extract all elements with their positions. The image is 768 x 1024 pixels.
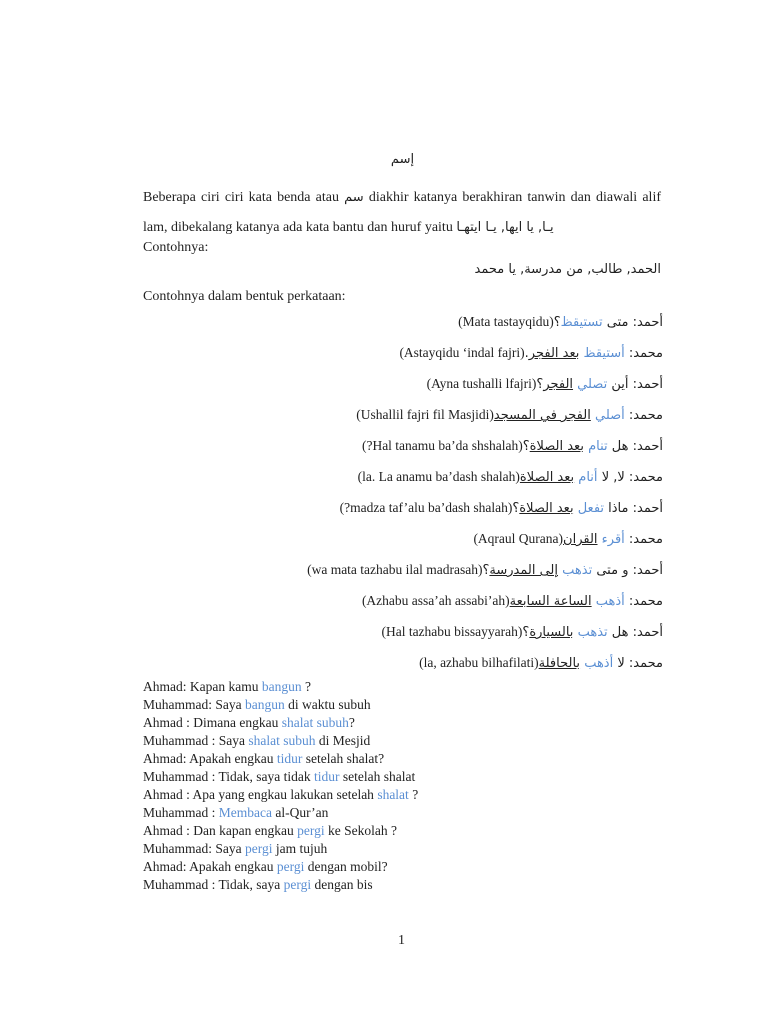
contohnya-label: Contohnya: xyxy=(143,240,209,255)
highlighted-verb: تنام xyxy=(588,439,608,454)
highlighted-verb: أصلي xyxy=(594,408,625,423)
line-prefix: Muhammad : xyxy=(143,805,219,820)
line-suffix: di Mesjid xyxy=(315,733,371,748)
arabic-sentence: أحمد: هل تذهب بالسيارة؟ xyxy=(522,625,663,640)
transliteration: (?Hal tanamu ba’da shshalah) xyxy=(361,438,523,453)
arabic-dialog-list xyxy=(143,311,663,683)
line-prefix: Ahmad : Apa yang engkau lakukan setelah xyxy=(143,787,378,802)
arabic-words-underlined: الفجر في المسجد xyxy=(493,408,591,423)
transliteration: (Azhabu assa’ah assabi’ah) xyxy=(361,593,510,608)
punctuation-mark: ؟ xyxy=(553,315,561,330)
line-suffix: ke Sekolah ? xyxy=(324,823,397,838)
line-suffix: ? xyxy=(301,679,311,694)
intro-arabic-tail: يـا, يا ايها, يـا ايتهـا xyxy=(456,220,554,235)
indonesian-dialog-line xyxy=(143,858,418,876)
dialog-intro-label: Contohnya dalam bentuk perkataan: xyxy=(143,289,346,304)
indonesian-dialog-line xyxy=(143,786,418,804)
arabic-words: ماذا xyxy=(608,501,629,516)
indonesian-dialog-line xyxy=(143,714,418,732)
speaker-name: محمد xyxy=(633,532,663,547)
highlighted-word: shalat subuh xyxy=(248,733,316,748)
line-prefix: Ahmad: Kapan kamu xyxy=(143,679,262,694)
arabic-words: أين xyxy=(611,377,629,392)
indonesian-dialog-line xyxy=(143,822,418,840)
line-suffix: ? xyxy=(348,715,355,730)
arabic-dialog-line xyxy=(143,559,663,590)
arabic-dialog-line xyxy=(143,342,663,373)
line-prefix: Muhammad: Saya xyxy=(143,841,245,856)
indonesian-dialog-line xyxy=(143,804,418,822)
arabic-words: و متى xyxy=(596,563,629,578)
transliteration: (Aqraul Qurana) xyxy=(473,531,564,546)
speaker-name: أحمد xyxy=(637,439,663,454)
line-prefix: Ahmad: Apakah engkau xyxy=(143,859,277,874)
arabic-sentence: محمد: لا أذهب بالحافلة xyxy=(538,656,663,671)
punctuation-mark: ؟ xyxy=(522,439,530,454)
speaker-name: محمد xyxy=(633,656,663,671)
arabic-words: هل xyxy=(611,439,629,454)
transliteration: (wa mata tazhabu ilal madrasah) xyxy=(307,562,483,577)
highlighted-word: tidur xyxy=(276,751,303,766)
transliteration: (la, azhabu bilhafilati) xyxy=(419,655,539,670)
speaker-name: محمد xyxy=(633,346,663,361)
indonesian-dialog-line xyxy=(143,750,418,768)
speaker-name: أحمد xyxy=(637,501,663,516)
highlighted-verb: تفعل xyxy=(577,501,605,516)
arabic-dialog-line xyxy=(143,621,663,652)
line-suffix: al-Qur’an xyxy=(271,805,329,820)
arabic-words: لا, لا xyxy=(601,470,625,485)
transliteration: (?madza taf’alu ba’dash shalah) xyxy=(339,500,513,515)
indonesian-dialog-line xyxy=(143,678,418,696)
line-suffix: dengan mobil? xyxy=(304,859,388,874)
arabic-words-underlined: بعد الصلاة xyxy=(529,439,584,454)
line-prefix: Ahmad : Dimana engkau xyxy=(143,715,282,730)
speaker-name: محمد xyxy=(633,408,663,423)
arabic-sentence: أحمد: أين تصلي الفجر؟ xyxy=(536,377,663,392)
line-suffix: jam tujuh xyxy=(272,841,328,856)
indonesian-dialog-line xyxy=(143,876,418,894)
transliteration: (Mata tastayqidu) xyxy=(458,314,554,329)
line-prefix: Muhammad : Tidak, saya tidak xyxy=(143,769,314,784)
arabic-dialog-line xyxy=(143,497,663,528)
highlighted-verb: أستيقظ xyxy=(583,346,625,361)
arabic-words-underlined: بالحافلة xyxy=(538,656,581,671)
arabic-words-underlined: بعد الفجر xyxy=(528,346,580,361)
highlighted-verb: أقرء xyxy=(601,532,625,547)
arabic-words-underlined: بالسيارة xyxy=(529,625,574,640)
speaker-name: أحمد xyxy=(637,377,663,392)
indonesian-dialog-line xyxy=(143,696,418,714)
arabic-dialog-line xyxy=(143,404,663,435)
highlighted-word: tidur xyxy=(314,769,340,784)
arabic-sentence: محمد: أقرء القران xyxy=(563,532,663,547)
arabic-sentence: محمد: أصلي الفجر في المسجد xyxy=(493,408,663,423)
arabic-sentence: أحمد: متى تستيقظ؟ xyxy=(553,315,663,330)
indonesian-dialog-line xyxy=(143,768,418,786)
arabic-dialog-line xyxy=(143,311,663,342)
transliteration: (Astayqidu ‘indal fajri) xyxy=(399,345,525,360)
highlighted-word: bangun xyxy=(244,697,285,712)
arabic-dialog-line xyxy=(143,528,663,559)
arabic-words-underlined: بعد الصلاة xyxy=(519,501,574,516)
line-suffix: di waktu subuh xyxy=(284,697,371,712)
line-prefix: Ahmad: Apakah engkau xyxy=(143,751,277,766)
highlighted-word: Membaca xyxy=(218,805,272,820)
highlighted-word: shalat xyxy=(377,787,409,802)
punctuation-mark: ؟ xyxy=(482,563,490,578)
highlighted-verb: أذهب xyxy=(584,656,614,671)
arabic-words-underlined: الساعة السابعة xyxy=(509,594,592,609)
indonesian-dialog-line xyxy=(143,840,418,858)
transliteration: (Ushallil fajri fil Masjidi) xyxy=(356,407,494,422)
arabic-words: هل xyxy=(611,625,629,640)
highlighted-word: shalat subuh xyxy=(281,715,349,730)
arabic-examples: الحمد, طالب, من مدرسة, يا محمد xyxy=(474,262,661,277)
line-suffix: setelah shalat xyxy=(339,769,416,784)
arabic-sentence: أحمد: و متى تذهب إلى المدرسة؟ xyxy=(482,563,663,578)
speaker-name: محمد xyxy=(633,594,663,609)
arabic-dialog-line xyxy=(143,590,663,621)
speaker-name: أحمد xyxy=(637,563,663,578)
line-prefix: Muhammad : Tidak, saya xyxy=(143,877,284,892)
speaker-name: محمد xyxy=(633,470,663,485)
arabic-words-underlined: الفجر xyxy=(543,377,574,392)
arabic-words: لا xyxy=(617,656,625,671)
indonesian-dialog-list xyxy=(143,678,418,894)
highlighted-verb: أذهب xyxy=(595,594,625,609)
indonesian-dialog-line xyxy=(143,732,418,750)
intro-text-start: Beberapa ciri ciri kata benda atau xyxy=(143,190,345,205)
arabic-words-underlined: القران xyxy=(563,532,598,547)
arabic-sentence: محمد: أستيقظ بعد الفجر. xyxy=(524,346,663,361)
speaker-name: أحمد xyxy=(637,315,663,330)
punctuation-mark: ؟ xyxy=(512,501,520,516)
highlighted-verb: تذهب xyxy=(562,563,593,578)
highlighted-word: bangun xyxy=(261,679,302,694)
punctuation-mark: ؟ xyxy=(536,377,544,392)
highlighted-verb: تصلي xyxy=(577,377,608,392)
arabic-sentence: محمد: لا, لا أنام بعد الصلاة xyxy=(519,470,663,485)
highlighted-word: pergi xyxy=(283,877,312,892)
punctuation-mark: ؟ xyxy=(522,625,530,640)
transliteration: (Ayna tushalli lfajri) xyxy=(426,376,537,391)
arabic-sentence: أحمد: هل تنام بعد الصلاة؟ xyxy=(522,439,663,454)
line-suffix: ? xyxy=(408,787,419,802)
line-prefix: Muhammad: Saya xyxy=(143,697,245,712)
highlighted-word: pergi xyxy=(276,859,305,874)
transliteration: (la. La anamu ba’dash shalah) xyxy=(357,469,520,484)
line-prefix: Ahmad : Dan kapan engkau xyxy=(143,823,298,838)
page-title: إسم xyxy=(390,152,415,167)
highlighted-verb: تستيقظ xyxy=(560,315,603,330)
punctuation-mark: . xyxy=(524,346,529,361)
arabic-words-underlined: بعد الصلاة xyxy=(519,470,575,485)
intro-text-middle: diakhir katanya berakhiran tanwin dan diawali alif lam, dibekalang katanya ada kata bantu dan huruf yaitu xyxy=(143,190,661,235)
highlighted-verb: تذهب xyxy=(577,625,608,640)
intro-arabic-word: سم xyxy=(344,190,364,205)
line-suffix: setelah shalat? xyxy=(302,751,385,766)
arabic-dialog-line xyxy=(143,435,663,466)
arabic-sentence: أحمد: ماذا تفعل بعد الصلاة؟ xyxy=(512,501,663,516)
arabic-words: متى xyxy=(606,315,629,330)
highlighted-verb: أنام xyxy=(578,470,598,485)
intro-paragraph xyxy=(143,183,661,243)
line-suffix: dengan bis xyxy=(311,877,373,892)
arabic-words-underlined: إلى المدرسة xyxy=(489,563,558,578)
transliteration: (Hal tazhabu bissayyarah) xyxy=(381,624,523,639)
speaker-name: أحمد xyxy=(637,625,663,640)
highlighted-word: pergi xyxy=(244,841,273,856)
arabic-dialog-line xyxy=(143,466,663,497)
arabic-sentence: محمد: أذهب الساعة السابعة xyxy=(509,594,663,609)
arabic-dialog-line xyxy=(143,373,663,404)
page-number: 1 xyxy=(398,933,405,948)
line-prefix: Muhammad : Saya xyxy=(143,733,249,748)
highlighted-word: pergi xyxy=(297,823,325,838)
